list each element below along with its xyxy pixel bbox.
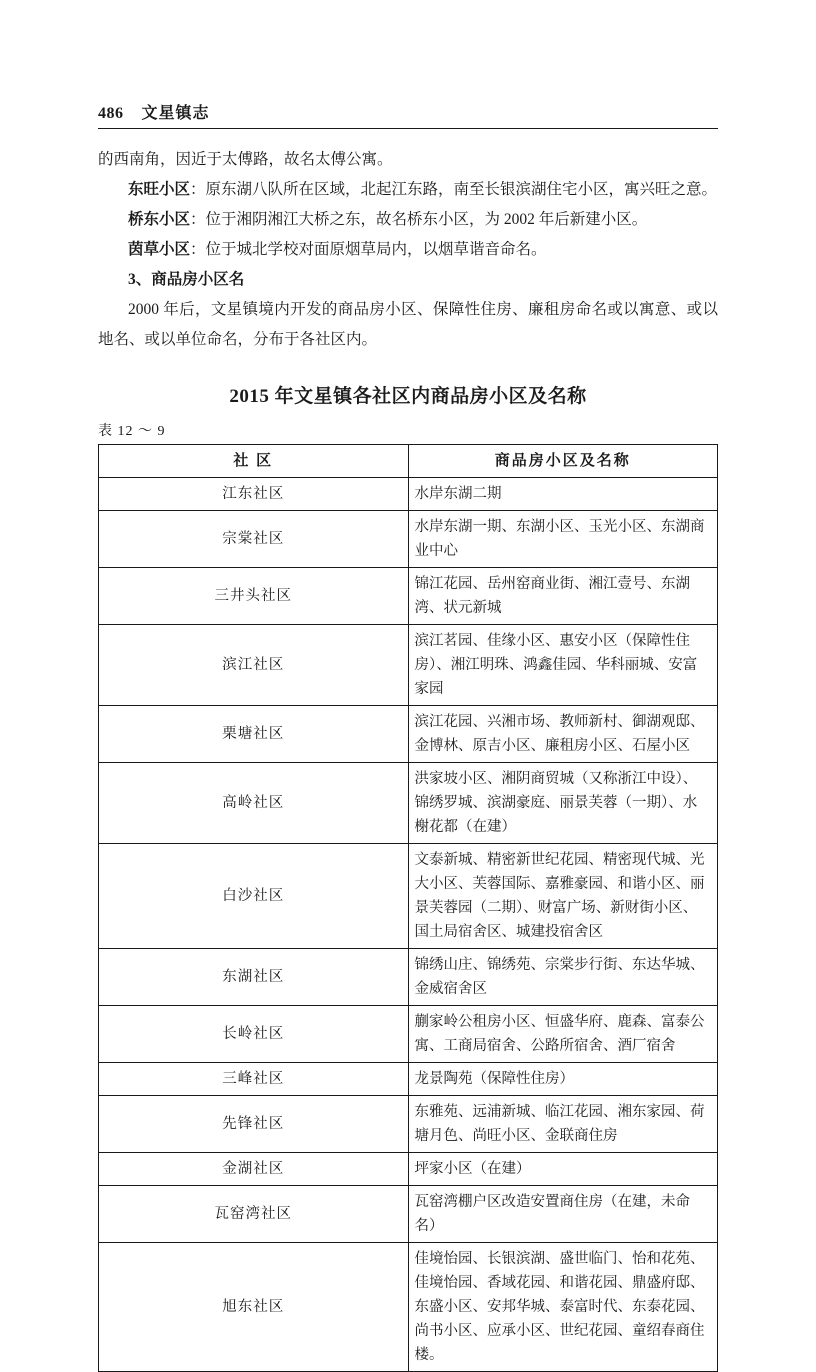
term-entry (98, 175, 718, 205)
term-entry (98, 205, 718, 235)
table-row (99, 1153, 718, 1186)
table-row (99, 1063, 718, 1096)
table-row (99, 1186, 718, 1243)
cell-estate-names: 龙景陶苑（保障性住房） (408, 1063, 718, 1096)
cell-community: 高岭社区 (99, 763, 409, 844)
table-row (99, 1006, 718, 1063)
cell-estate-names: 瓦窑湾棚户区改造安置商住房（在建，未命名） (408, 1186, 718, 1243)
cell-community: 三井头社区 (99, 568, 409, 625)
cell-community: 滨江社区 (99, 625, 409, 706)
cell-estate-names: 洪家坡小区、湘阴商贸城（又称浙江中设）、锦绣罗城、滨湖豪庭、丽景芙蓉（一期）、水榭花都（在建） (408, 763, 718, 844)
term-name: 桥东小区 (128, 211, 191, 228)
table-row (99, 511, 718, 568)
cell-community: 三峰社区 (99, 1063, 409, 1096)
cell-estate-names: 蒯家岭公租房小区、恒盛华府、鹿森、富泰公寓、工商局宿舍、公路所宿舍、酒厂宿舍 (408, 1006, 718, 1063)
cell-community: 江东社区 (99, 478, 409, 511)
column-header-community: 社 区 (99, 445, 409, 478)
term-text: ：原东湖八队所在区域，北起江东路，南至长银滨湖住宅小区，寓兴旺之意。 (190, 181, 718, 198)
table-header-row (99, 445, 718, 478)
cell-community: 旭东社区 (99, 1243, 409, 1372)
cell-estate-names: 滨江花园、兴湘市场、教师新村、御湖观邸、金博林、原吉小区、廉租房小区、石屋小区 (408, 706, 718, 763)
cell-estate-names: 佳境怡园、长银滨湖、盛世临门、怡和花苑、佳境怡园、香域花园、和谐花园、鼎盛府邸、东盛小区、安邦华城、泰富时代、东泰花园、尚书小区、应承小区、世纪花园、童绍春商住楼。 (408, 1243, 718, 1372)
term-text: ：位于城北学校对面原烟草局内，以烟草谐音命名。 (190, 241, 547, 258)
page-header (98, 0, 718, 123)
housing-estates-table (98, 444, 718, 1372)
cell-community: 金湖社区 (99, 1153, 409, 1186)
cell-estate-names: 锦绣山庄、锦绣苑、宗棠步行街、东达华城、金威宿舍区 (408, 949, 718, 1006)
book-title: 文星镇志 (141, 105, 210, 122)
cell-community: 长岭社区 (99, 1006, 409, 1063)
table-title: 2015 年文星镇各社区内商品房小区及名称 (229, 386, 587, 407)
header-divider (98, 128, 718, 129)
body-text (98, 145, 718, 355)
term-name: 东旺小区 (128, 181, 191, 198)
cell-community: 宗棠社区 (99, 511, 409, 568)
cell-community: 瓦窑湾社区 (99, 1186, 409, 1243)
table-row (99, 763, 718, 844)
table-row (99, 1096, 718, 1153)
table-row (99, 625, 718, 706)
table-number: 表 12 ～ 9 (98, 424, 166, 439)
page-number: 486 (98, 105, 124, 122)
cell-community: 白沙社区 (99, 844, 409, 949)
table-row (99, 1243, 718, 1372)
body-paragraph: 2000 年后，文星镇境内开发的商品房小区、保障性住房、廉租房命名或以寓意、或以地名、或以单位命名，分布于各社区内。 (98, 301, 718, 348)
cell-estate-names: 水岸东湖二期 (408, 478, 718, 511)
cell-estate-names: 坪家小区（在建） (408, 1153, 718, 1186)
table-row (99, 568, 718, 625)
table-row (99, 706, 718, 763)
cell-community: 先锋社区 (99, 1096, 409, 1153)
column-header-estate-names: 商品房小区及名称 (408, 445, 718, 478)
cell-estate-names: 东雅苑、远浦新城、临江花园、湘东家园、荷塘月色、尚旺小区、金联商住房 (408, 1096, 718, 1153)
table-row (99, 844, 718, 949)
cell-estate-names: 锦江花园、岳州窑商业街、湘江壹号、东湖湾、状元新城 (408, 568, 718, 625)
table-row (99, 949, 718, 1006)
cell-community: 栗塘社区 (99, 706, 409, 763)
term-text: ：位于湘阴湘江大桥之东，故名桥东小区，为 2002 年后新建小区。 (190, 211, 648, 228)
cell-estate-names: 水岸东湖一期、东湖小区、玉光小区、东湖商业中心 (408, 511, 718, 568)
cell-estate-names: 文泰新城、精密新世纪花园、精密现代城、光大小区、芙蓉国际、嘉雅豪园、和谐小区、丽景芙蓉园（二期）、财富广场、新财街小区、国土局宿舍区、城建投宿舍区 (408, 844, 718, 949)
section-heading: 3、商品房小区名 (128, 271, 245, 288)
paragraph-continuation: 的西南角，因近于太傅路，故名太傅公寓。 (98, 151, 393, 168)
term-entry (98, 235, 718, 265)
cell-community: 东湖社区 (99, 949, 409, 1006)
cell-estate-names: 滨江茗园、佳缘小区、惠安小区（保障性住房）、湘江明珠、鸿鑫佳园、华科丽城、安富家园 (408, 625, 718, 706)
table-row (99, 478, 718, 511)
term-name: 茵草小区 (128, 241, 191, 258)
